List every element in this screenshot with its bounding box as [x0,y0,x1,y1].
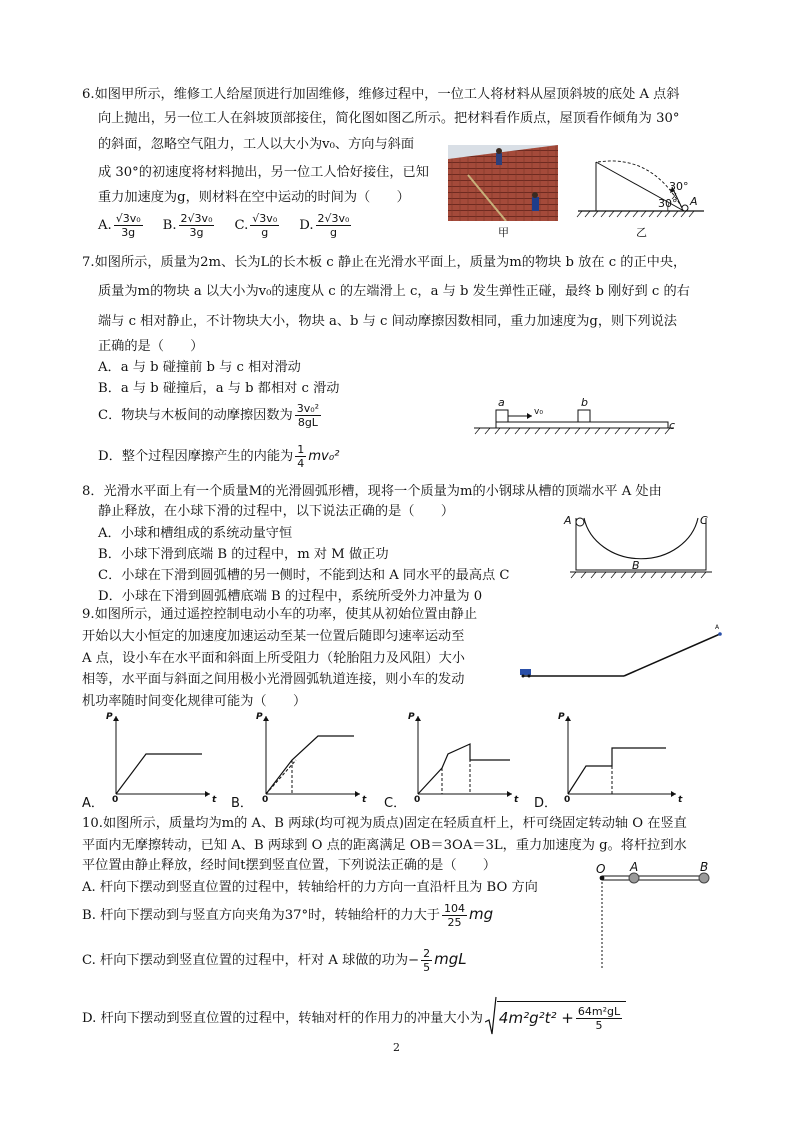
graph-b-origin: 0 [262,795,269,805]
graph-c-p: P [408,712,415,722]
q6-option-c[interactable]: C. $\frac{\text{√3v₀}}{g}$ [234,212,278,239]
rod-pivot-o: O [596,862,606,876]
q7-option-a[interactable]: A．a 与 b 碰撞前 b 与 c 相对滑动 [98,360,301,375]
graph-b [263,716,360,797]
sqrt-expression: 4m²g²t² + $\frac{\text{64m²gL}}{5}$ [485,996,626,1036]
q8-option-a[interactable]: A．小球和槽组成的系统动量守恒 [98,526,293,541]
graph-d [565,716,676,797]
q10-option-c[interactable]: C. 杆向下摆动到竖直位置的过程中，杆对 A 球做的功为− $\frac{2}{5}$ mgL [82,947,467,974]
q8-option-d[interactable]: D．小球在下滑到圆弧槽底端 B 的过程中，系统所受外力冲量为 0 [98,589,483,604]
track-diagram [516,626,726,686]
rod-diagram [594,862,718,972]
arc-groove-diagram [566,512,716,584]
incline-angle-bottom: 30° [658,197,678,210]
board-label-v0: v₀ [534,407,543,417]
q10-text-line3: 平位置由静止释放，经时间t摆到竖直位置，下列说法正确的是（ ） [82,858,497,873]
groove-point-b: B [632,559,640,572]
q6-text-line5: 重力加速度为g，则材料在空中运动的时间为（ ） [98,190,410,205]
graph-b-p: P [256,712,263,722]
q10-option-a[interactable]: A. 杆向下摆动到竖直位置的过程中，转轴给杆的力方向一直沿杆且为 BO 方向 [82,880,538,895]
q8-option-c[interactable]: C．小球在下滑到圆弧槽的另一侧时，不能到达和 A 同水平的最高点 C [98,568,510,583]
q9-text-line2: 开始以大小恒定的加速度加速运动至某一位置后随即匀速率运动至 [82,629,465,644]
graph-b-t: t [362,795,367,805]
graph-a-origin: 0 [112,795,119,805]
graph-a [113,716,210,797]
graph-c [415,716,512,797]
graph-d-letter[interactable]: D． [534,796,558,811]
graph-a-t: t [212,795,217,805]
q7-option-b[interactable]: B．a 与 b 碰撞后，a 与 b 都相对 c 滑动 [98,381,340,396]
q7-text-line2: 质量为m的物块 a 以大小为v₀的速度从 c 的左端滑上 c，a 与 b 发生弹性正碰，最终 b 刚好到 c 的右 [98,284,690,299]
q9-text-line4: 相等，水平面与斜面之间用极小光滑圆弧轨道连接，则小车的发动 [82,672,465,687]
roof-photo [448,145,558,221]
graph-d-origin: 0 [564,795,571,805]
q6-option-a[interactable]: A. $\frac{\text{√3v₀}}{3g}$ [98,212,141,239]
rod-ball-a: A [630,860,639,874]
rod-ball-b: B [700,860,709,874]
track-point-a: A [715,624,720,631]
groove-point-a: A [564,514,572,527]
q8-option-b[interactable]: B．小球下滑到底端 B 的过程中，m 对 M 做正功 [98,547,389,562]
q8-text-line1: 8．光滑水平面上有一个质量M的光滑圆弧形槽，现将一个质量为m的小钢球从槽的顶端水平 A 处由 [82,484,662,499]
q10-text-line1: 10.如图所示，质量均为m的 A、B 两球(均可视为质点)固定在轻质直杆上，杆可绕固定转动轴 O 在竖直 [82,816,687,831]
board-label-c: c [669,419,676,432]
q6-text-line3: 的斜面，忽略空气阻力，工人以大小为v₀、方向与斜面 [98,137,415,152]
q8-text-line2: 静止释放，在小球下滑的过程中，以下说法正确的是（ ） [98,504,455,519]
q10-option-b[interactable]: B. 杆向下摆动到与竖直方向夹角为37°时，转轴给杆的力大于 $\frac{104}{25}$ mg [82,902,494,929]
fig-yi-label: 乙 [636,226,647,239]
graph-d-p: P [558,712,565,722]
q6-text-line1: 6.如图甲所示，维修工人给屋顶进行加固维修，维修过程中，一位工人将材料从屋顶斜坡的底处 A 点斜 [82,87,680,102]
q6-text-line4: 成 30°的初速度将材料抛出，另一位工人恰好接住，已知 [98,165,429,180]
q9-text-line1: 9.如图所示，通过遥控控制电动小车的功率，使其从初始位置由静止 [82,607,478,622]
graph-c-letter[interactable]: C． [384,796,407,811]
fig-jia-label: 甲 [498,226,509,239]
page-number: 2 [393,1041,400,1054]
q7-option-c[interactable]: C．物块与木板间的动摩擦因数为 $\frac{\text{3v₀²}}{8gL}$ [98,402,320,429]
graph-a-p: P [106,712,113,722]
sqrt-sign [485,996,497,1036]
board-label-a: a [498,396,505,409]
incline-diagram [572,150,712,220]
q7-text-line4: 正确的是（ ） [98,339,204,354]
q6-option-d[interactable]: D. $\frac{\text{2√3v₀}}{g}$ [299,212,350,239]
q9-text-line5: 机功率随时间变化规律可能为（ ） [82,694,307,709]
q10-text-line2: 平面内无摩擦转动，已知 A、B 两球到 O 点的距离满足 OB＝3OA＝3L，重力加速度为 g。将杆拉到水 [82,838,687,853]
q6-option-b[interactable]: B. $\frac{\text{2√3v₀}}{3g}$ [162,212,213,239]
q9-text-line3: A 点，设小车在水平面和斜面上所受阻力（轮胎阻力及风阻）大小 [82,651,465,666]
graph-d-t: t [678,795,683,805]
groove-point-c: C [700,514,708,527]
q7-text-line1: 7.如图所示，质量为2m、长为L的长木板 c 静止在光滑水平面上，质量为m的物块 b 放在 c 的正中央， [82,255,687,270]
board-label-b: b [581,396,588,409]
q6-text-line2: 向上抛出，另一位工人在斜坡顶部接住，简化图如图乙所示。把材料看作质点，屋顶看作倾角为 30° [98,111,680,126]
graph-c-origin: 0 [414,795,421,805]
q6-options [98,212,353,239]
q7-text-line3: 端与 c 相对静止，不计物块大小，物块 a、b 与 c 间动摩擦因数相同，重力加速度为g，则下列说法 [98,314,677,329]
graph-b-letter[interactable]: B． [231,796,253,811]
q10-option-d[interactable]: D. 杆向下摆动到竖直位置的过程中，转轴对杆的作用力的冲量大小为 4m²g²t² + $\frac{\text{64m²gL}}{5}$ [82,996,626,1036]
graph-a-letter[interactable]: A． [82,796,104,811]
incline-angle-top: 30° [669,180,689,193]
graph-c-t: t [514,795,519,805]
q7-option-d[interactable]: D．整个过程因摩擦产生的内能为 $\frac{1}{4}$ mv₀² [98,443,340,470]
incline-point-a: A [690,195,698,208]
